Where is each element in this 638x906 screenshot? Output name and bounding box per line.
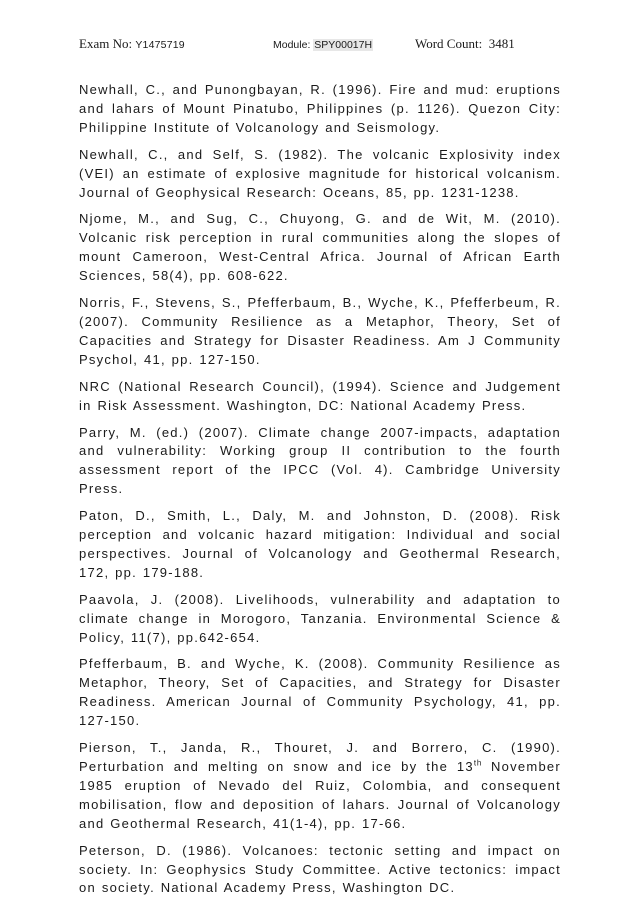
reference-entry: Njome, M., and Sug, C., Chuyong, G. and de Wit, M. (2010). Volcanic risk perception in rural communities along the slopes of mount Cameroon, West-Central Africa. Journal of African Earth Sciences, 58(4), pp. 608-622.: [79, 211, 561, 284]
word-count-value: 3481: [488, 36, 515, 51]
page-header: [79, 37, 559, 57]
word-count-label: Word Count:: [415, 36, 483, 51]
module: [273, 38, 373, 52]
exam-number-value: Y1475719: [135, 39, 185, 51]
word-count: [415, 37, 515, 51]
exam-number-label: Exam No:: [79, 36, 133, 51]
reference-entry: Newhall, C., and Punongbayan, R. (1996). Fire and mud: eruptions and lahars of Mount Pinatubo, Philippines (p. 1126). Quezon City: Philippine Institute of Volcanology and Seismology.: [79, 82, 561, 135]
reference-entry: Peterson, D. (1986). Volcanoes: tectonic setting and impact on society. In: Geophysics Study Committee. Active tectonics: impact on society. National Academy Press, Washington DC.: [79, 842, 561, 896]
reference-entry: Pfefferbaum, B. and Wyche, K. (2008). Community Resilience as Metaphor, Theory, Set of Capacities, and Strategy for Disaster Readiness. American Journal of Community Psychology, 41, pp. 127-150.: [79, 656, 561, 729]
reference-entry: Norris, F., Stevens, S., Pfefferbaum, B., Wyche, K., Pfefferbeum, R. (2007). Community Resilience as a Metaphor, Theory, Set of Capacities and Strategy for Disaster Readiness. Am J Community Psychol, 41, pp. 127-150.: [79, 295, 561, 367]
module-code: SPY00017H: [314, 39, 373, 51]
reference-list: [79, 81, 561, 906]
module-label: Module:: [273, 39, 311, 51]
reference-text: Pierson, T., Janda, R., Thouret, J. and Borrero, C. (1990). Perturbation and melting on snow and ice by the 13: [79, 740, 561, 774]
reference-entry: NRC (National Research Council), (1994). Science and Judgement in Risk Assessment. Washington, DC: National Academy Press.: [79, 378, 561, 413]
reference-entry: [79, 739, 561, 834]
reference-text: November 1985 eruption of Nevado del Ruiz, Colombia, and consequent mobilisation, flow and deposition of lahars. Journal of Volcanology and Geothermal Research, 41(1-4), pp. 17-66.: [79, 759, 561, 831]
reference-entry: Paton, D., Smith, L., Daly, M. and Johnston, D. (2008). Risk perception and volcanic hazard mitigation: Individual and social perspectives. Journal of Volcanology and Geothermal Research, 172, pp. 179-188.: [79, 508, 561, 580]
ordinal-superscript: th: [473, 758, 483, 768]
reference-entry: Parry, M. (ed.) (2007). Climate change 2007-impacts, adaptation and vulnerability: Working group II contribution to the fourth assessment report of the IPCC (Vol. 4). Cambridge University Press.: [79, 424, 561, 497]
exam-number: [79, 37, 185, 52]
reference-entry: Paavola, J. (2008). Livelihoods, vulnerability and adaptation to climate change in Morogoro, Tanzania. Environmental Science & Policy, 11(7), pp.642-654.: [79, 591, 561, 645]
reference-entry: Newhall, C., and Self, S. (1982). The volcanic Explosivity index (VEI) an estimate of explosive magnitude for historical volcanism. Journal of Geophysical Research: Oceans, 85, pp. 1231-1238.: [79, 146, 561, 200]
